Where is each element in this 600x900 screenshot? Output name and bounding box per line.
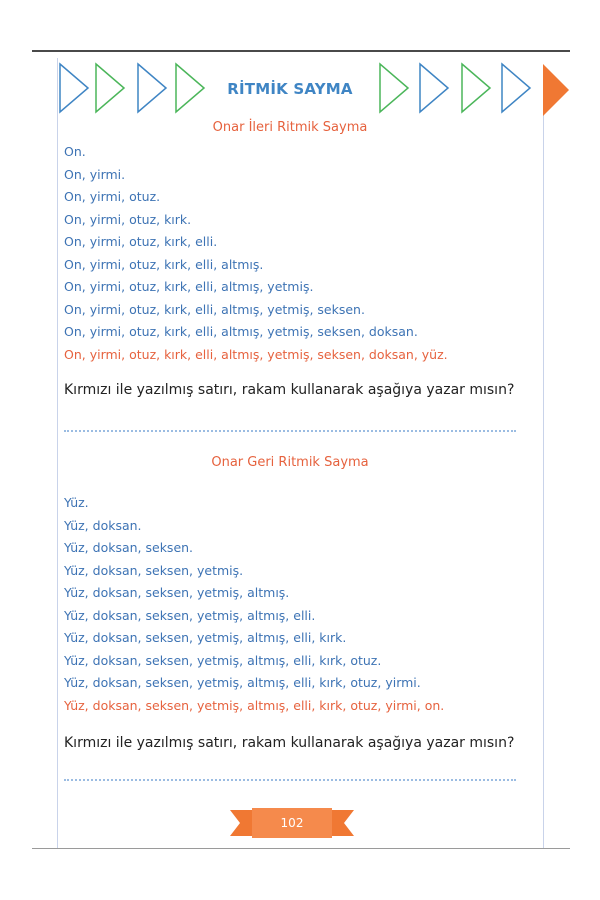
- list-item: Yüz, doksan.: [64, 517, 142, 533]
- list-item: On, yirmi, otuz.: [64, 189, 161, 204]
- list-item: Yüz, doksan, seksen, yetmiş, altmış, elli, kırk, otuz.: [64, 652, 382, 668]
- list-item: Yüz, doksan, seksen, yetmiş, altmış, elli.: [64, 607, 316, 623]
- list-item-highlighted: On, yirmi, otuz, kırk, elli, altmış, yetmiş, seksen, doksan, yüz.: [64, 346, 448, 362]
- page-number: 102: [280, 816, 304, 830]
- bottom-rule: [32, 848, 570, 849]
- page-frame-right: [543, 112, 544, 848]
- page-title: RİTMİK SAYMA: [227, 80, 353, 98]
- list-item: Yüz, doksan, seksen, yetmiş, altmış, elli, kırk, otuz, yirmi.: [64, 675, 421, 690]
- list-item: Yüz, doksan, seksen.: [64, 540, 194, 555]
- section2-question: Kırmızı ile yazılmış satırı, rakam kullanarak aşağıya yazar mısın?: [64, 735, 515, 751]
- section1-lines: [64, 141, 448, 366]
- list-item: Yüz, doksan, seksen, yetmiş, altmış.: [64, 585, 290, 600]
- list-item: On, yirmi.: [64, 166, 126, 182]
- list-item: On, yirmi, otuz, kırk.: [64, 211, 192, 227]
- list-item: Yüz, doksan, seksen, yetmiş.: [64, 562, 244, 578]
- list-item: On, yirmi, otuz, kırk, elli, altmış, yetmiş, seksen, doksan.: [64, 324, 418, 339]
- list-item: Yüz.: [64, 495, 89, 510]
- section2-lines: [64, 492, 444, 717]
- section2-answer-line[interactable]: [64, 779, 516, 781]
- section1-subtitle: Onar İleri Ritmik Sayma: [212, 120, 368, 135]
- section1-question: Kırmızı ile yazılmış satırı, rakam kullanarak aşağıya yazar mısın?: [64, 382, 515, 398]
- list-item: On, yirmi, otuz, kırk, elli, altmış.: [64, 256, 264, 272]
- list-item: On, yirmi, otuz, kırk, elli.: [64, 234, 218, 249]
- section2-subtitle: Onar Geri Ritmik Sayma: [211, 455, 369, 470]
- section1-answer-line[interactable]: [64, 430, 516, 432]
- list-item: On, yirmi, otuz, kırk, elli, altmış, yetmiş.: [64, 279, 314, 294]
- list-item: On.: [64, 144, 86, 159]
- list-item: On, yirmi, otuz, kırk, elli, altmış, yetmiş, seksen.: [64, 301, 365, 317]
- list-item: Yüz, doksan, seksen, yetmiş, altmış, elli, kırk.: [64, 630, 347, 645]
- page-frame-left: [57, 58, 58, 848]
- top-rule: [32, 50, 570, 52]
- list-item-highlighted: Yüz, doksan, seksen, yetmiş, altmış, elli, kırk, otuz, yirmi, on.: [64, 697, 445, 713]
